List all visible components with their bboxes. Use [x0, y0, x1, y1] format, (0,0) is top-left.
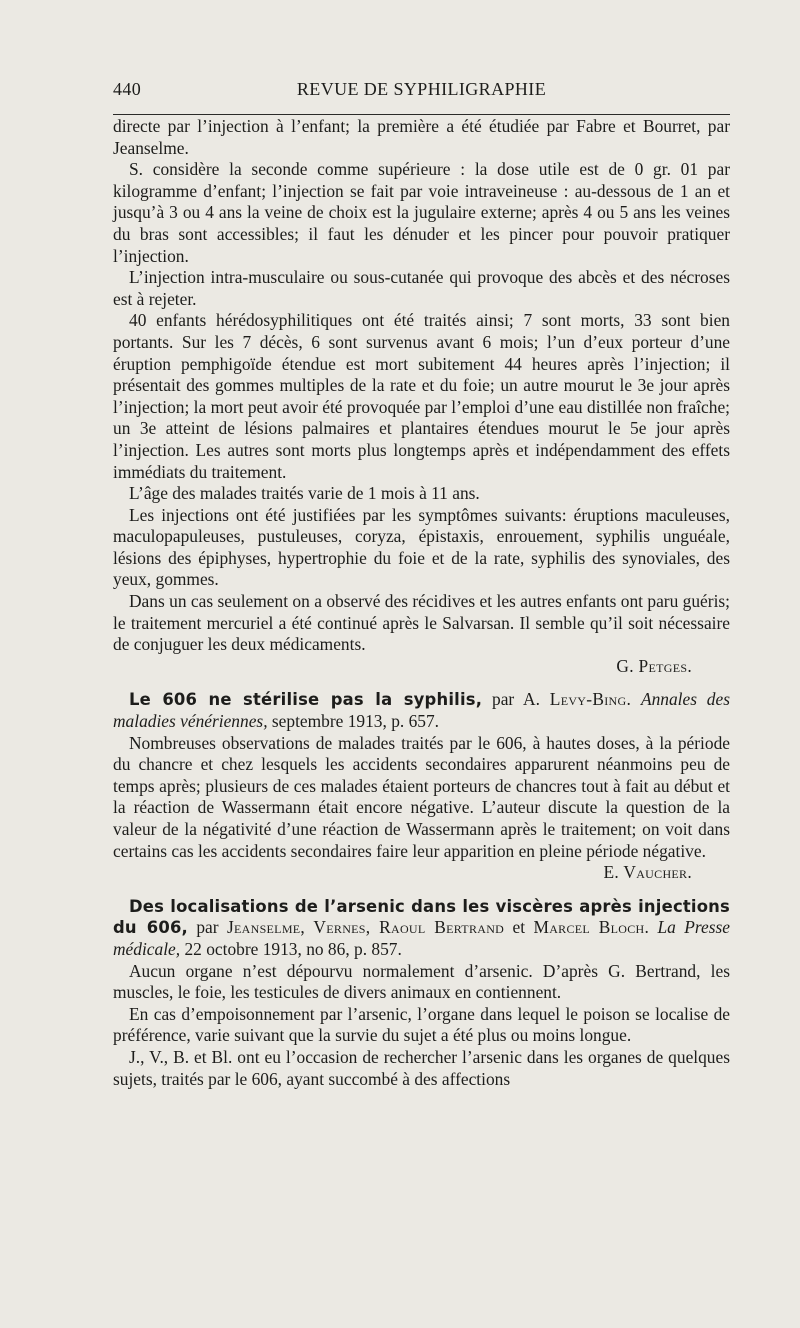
paragraph: L’injection intra-musculaire ou sous-cutanée qui provoque des abcès et des nécroses est à rejeter.	[113, 267, 730, 309]
review-heading: Le 606 ne stérilise pas la syphilis, par A. Levy-Bing. Annales des maladies vénériennes, septembre 1913, p. 657.	[113, 689, 730, 732]
paragraph: 40 enfants hérédosyphilitiques ont été traités ainsi; 7 sont morts, 33 sont bien portants. Sur les 7 décès, 6 sont survenus avant 6 mois; l’un d’eux porteur d’une éruption pemphigoïde étendue est mort subitement 44 heures après l’injection; il présentait des gommes multiples de la rate et du foie; un autre mourut le 3e jour après l’injection; la mort peut avoir été provoquée par l’emploi d’une eau distillée non fraîche; un 3e atteint de lésions palmaires et plantaires étendues mourut le 5e jour après l’injection. Les autres sont morts plus longtemps après et indépendamment des effets immédiats du traitement.	[113, 310, 730, 482]
review-reference: septembre 1913, p. 657.	[271, 711, 440, 732]
header-rule	[113, 114, 730, 115]
review-author: Marcel Bloch.	[533, 917, 650, 938]
review-author: Levy-Bing.	[549, 689, 632, 710]
review-reference: 22 octobre 1913, no 86, p. 857.	[184, 938, 402, 959]
signature: E. Vaucher.	[603, 862, 692, 883]
paragraph: Aucun organe n’est dépourvu normalement d’arsenic. D’après G. Bertrand, les muscles, le foie, les testicules de divers animaux en contiennent.	[113, 960, 730, 1003]
paragraph: S. considère la seconde comme supérieure : la dose utile est de 0 gr. 01 par kilogramme d’enfant; l’injection se fait par voie intraveineuse : au-dessous de 1 an et jusqu’à 3 ou 4 ans la veine de choix est la jugulaire externe; après 4 ou 5 ans les veines du bras sont accessibles; il faut les dénuder et les pincer pour pouvoir pratiquer l’injection.	[113, 159, 730, 266]
page-number: 440	[113, 79, 142, 99]
paragraph: Dans un cas seulement on a observé des récidives et les autres enfants ont paru guéris; le traitement mercuriel a été continué après le Salvarsan. Il semble qu’il soit nécessaire de conjuguer les deux médicaments.	[113, 591, 730, 655]
signature: G. Petges.	[616, 655, 692, 676]
paragraph: directe par l’injection à l’enfant; la première a été étudiée par Fabre et Bourret, par Jeanselme.	[113, 116, 730, 158]
paragraph: En cas d’empoisonnement par l’arsenic, l’organe dans lequel le poison se localise de préférence, varie suivant que la survie du sujet a été plus ou moins longue.	[113, 1003, 730, 1046]
review-heading: Des localisations de l’arsenic dans les viscères après injections du 606, par Jeanselme, Vernes, Raoul Bertrand et Marcel Bloch. La Presse médicale, 22 octobre 1913, no 86, p. 857.	[113, 896, 730, 959]
review-journal: La Presse médicale,	[113, 917, 730, 959]
page-body	[113, 116, 730, 1090]
review-journal: Annales des maladies vénériennes,	[113, 689, 730, 732]
paragraph: Les injections ont été justifiées par les symptômes suivants: éruptions maculeuses, maculopapuleuses, pustuleuses, coryza, épistaxis, enrouement, syphilis unguéale, lésions des épiphyses, hypertrophie du foie et de la rate, syphilis des synoviales, des yeux, gommes.	[113, 504, 730, 590]
review-title: Le 606 ne stérilise pas la syphilis,	[129, 690, 483, 710]
review-authors: Jeanselme, Vernes, Raoul Bertrand	[226, 917, 505, 938]
running-title: REVUE DE SYPHILIGRAPHIE	[296, 79, 547, 99]
page-header	[113, 79, 730, 103]
review-title: Des localisations de l’arsenic dans les viscères après injections du 606,	[113, 896, 730, 938]
paragraph: J., V., B. et Bl. ont eu l’occasion de rechercher l’arsenic dans les organes de quelques sujets, traités par le 606, ayant succombé à des affections	[113, 1046, 730, 1089]
paragraph: Nombreuses observations de malades traités par le 606, à hautes doses, à la période du chancre et chez lesquels les accidents secondaires apparurent néanmoins peu de temps après; plusieurs de ces malades étaient porteurs de chancres tout à fait au début et la réaction de Wassermann était encore négative. L’auteur discute la question de la valeur de la négativité d’une réaction de Wassermann après le traitement; on voit dans certains cas les accidents secondaires faire leur apparition en pleine période négative.	[113, 732, 730, 861]
paragraph: L’âge des malades traités varie de 1 mois à 11 ans.	[129, 483, 480, 504]
